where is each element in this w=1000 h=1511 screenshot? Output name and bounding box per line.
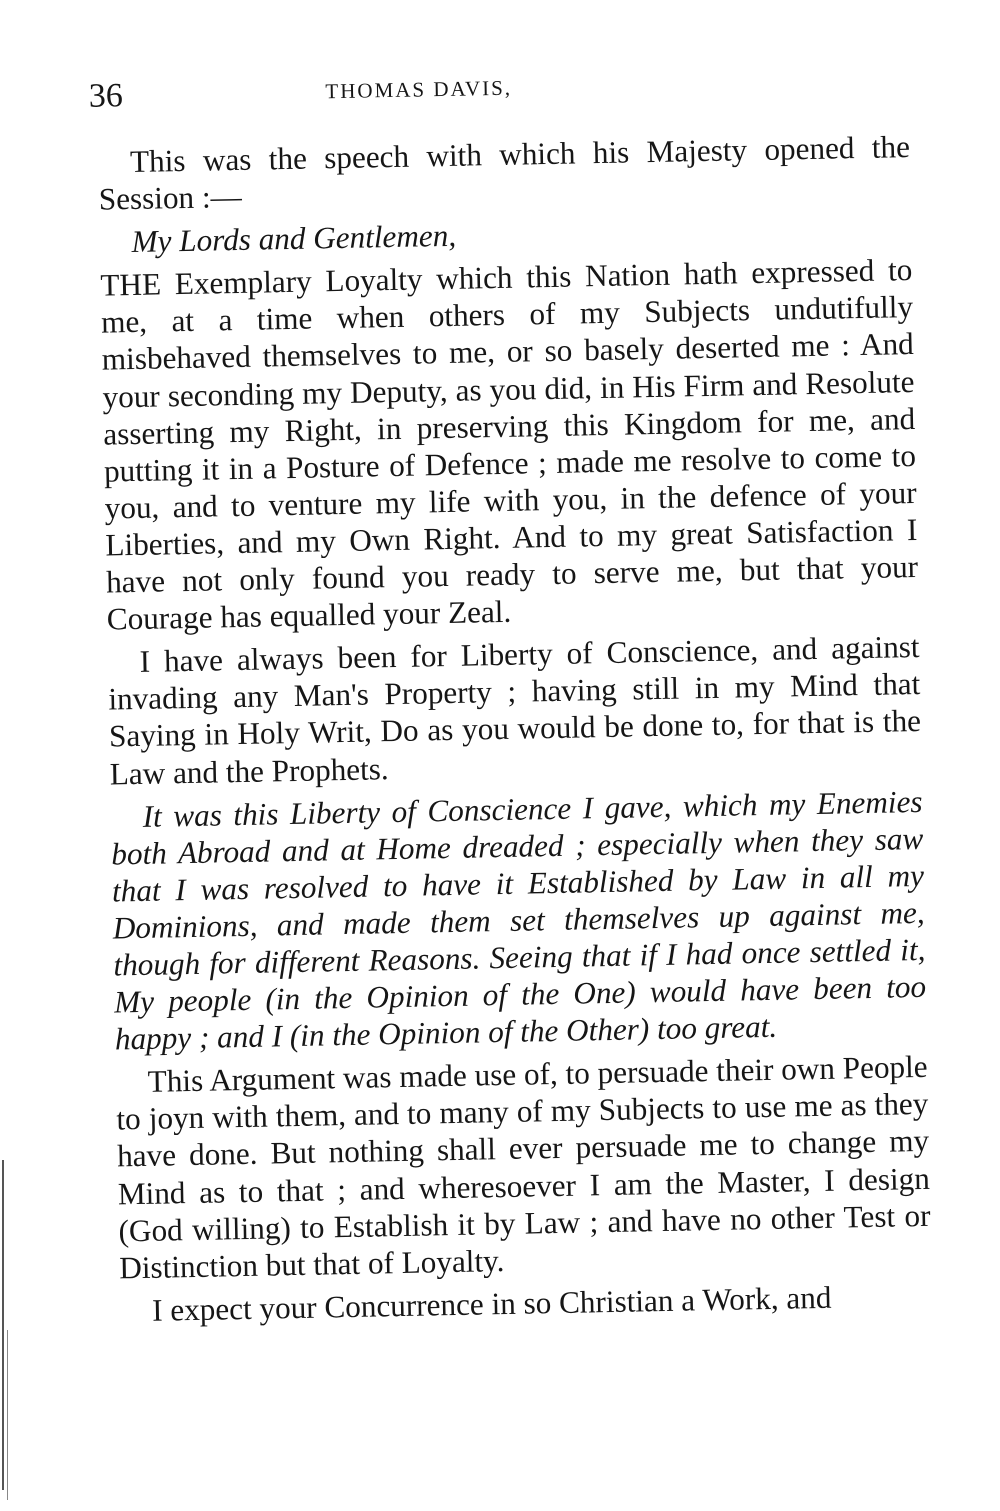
paragraph-argument: This Argument was made use of, to persuade their own People to joyn with them, and to many of my Subjects to use me as they have done. But nothing shall ever persuade me to change my Mind as to that ; and wheresoever I am the Master, I design (God willing) to Establish it by Law ; and have no other Test or Distinction but that of Loyalty.: [116, 1049, 931, 1286]
scan-edge-line: [2, 1160, 4, 1490]
salutation: My Lords and Gentlemen,: [131, 217, 457, 260]
page-number: 36: [88, 77, 124, 115]
running-head: THOMAS DAVIS,: [325, 75, 513, 104]
scan-edge-line-secondary: [7, 1330, 8, 1500]
page-body: [98, 128, 933, 1329]
paragraph-liberty: It was this Liberty of Conscience I gave, which my Enemies both Abroad and at Home dreaded ; especially when they saw that I was resolved to have it Established by Law in all my Dominions, and made them set themselves up against me, though for different Reasons. Seeing that if I had once settled it, My people (in the Opinion of the One) would have been too happy ; and I (in the Opinion of the Other) too great.: [111, 783, 927, 1057]
paragraph-intro: This was the speech with which his Majesty opened the Session :—: [98, 129, 911, 217]
paragraph-conscience: I have always been for Liberty of Conscience, and against invading any Man's Property ; having still in my Mind that Saying in Holy Writ, Do as you would be done to, for that is the Law and the Prophets.: [108, 629, 922, 792]
page-header: [88, 62, 929, 118]
paragraph-loyalty: THE Exemplary Loyalty which this Nation hath expressed to me, at a time when others of my Subjects undutifully misbehaved themselves to me, or so basely deserted me : And your seconding my Deputy, as you did, in His Firm and Resolute asserting my Right, in preserving this Kingdom for me, and putting it in a Posture of Defence ; made me resolve to come to you, and to venture my life with you, in the defence of your Liberties, and my Own Right. And to my great Satisfaction I have not only found you ready to serve me, but that your Courage has equalled your Zeal.: [100, 252, 919, 637]
paragraph-concurrence: I expect your Concurrence in so Christian a Work, and: [151, 1279, 832, 1328]
